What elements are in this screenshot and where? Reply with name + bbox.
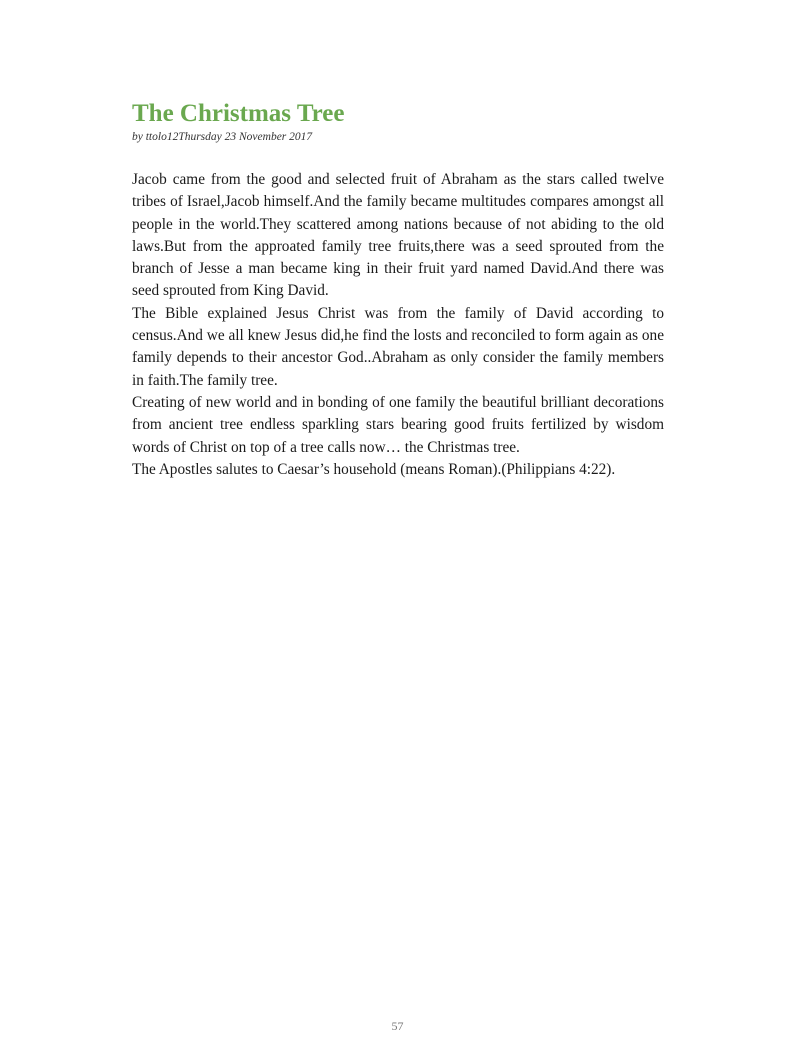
article-body	[132, 169, 664, 481]
article	[132, 98, 664, 481]
paragraph-3: Creating of new world and in bonding of one family the beautiful brilliant decorations from ancient tree endless sparkling stars bearing good fruits fertilized by wisdom words of Christ on top of a tree calls now… the Christmas tree.	[132, 393, 664, 456]
paragraph-2: The Bible explained Jesus Christ was from the family of David according to census.And we all knew Jesus did,he find the losts and reconciled to form again as one family depends to their ancestor God..Abraham as only consider the family members in faith.The family tree.	[132, 304, 664, 389]
paragraph-4: The Apostles salutes to Caesar’s household (means Roman).(Philippians 4:22).	[132, 460, 616, 478]
article-title: The Christmas Tree	[132, 100, 345, 127]
page-number: 57	[391, 1019, 404, 1033]
article-byline: by ttolo12Thursday 23 November 2017	[132, 131, 313, 143]
paragraph-1: Jacob came from the good and selected fruit of Abraham as the stars called twelve tribes of Israel,Jacob himself.And the family became multitudes compares amongst all people in the world.They scattered among nations because of not abiding to the old laws.But from the approated family tree fruits,there was a seed sprouted from the branch of Jesse a man became king in their fruit yard named David.And there was seed sprouted from King David.	[132, 171, 664, 300]
